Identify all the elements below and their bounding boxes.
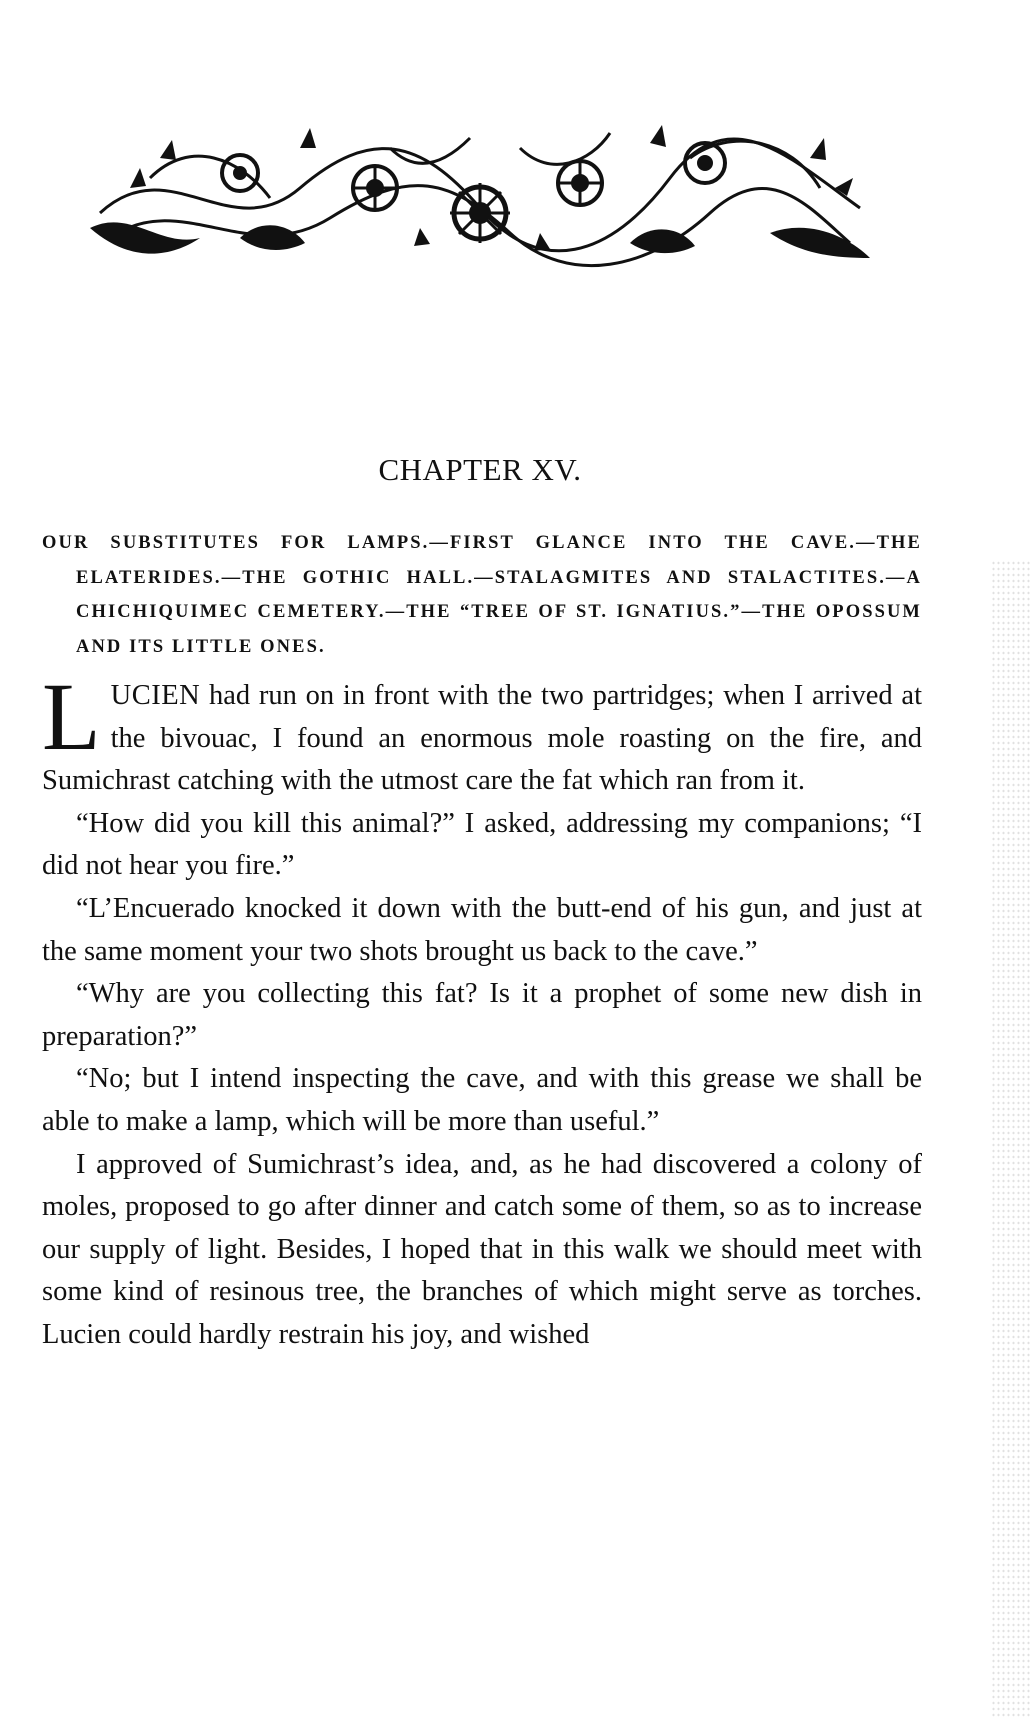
floral-vine-headpiece-icon	[90, 118, 870, 268]
paragraph-5: “No; but I intend inspecting the cave, and with this grease we shall be able to make a lamp, which will be more than useful.”	[42, 1063, 922, 1137]
chapter-title: CHAPTER XV.	[378, 452, 582, 487]
page-edge-texture	[991, 560, 1031, 1719]
paragraph-text: had run on in front with the two partridges; when I arrived at the bivouac, I found an enormous mole roasting on the fire, and Sumichrast catching with the utmost care the fat which ran from it.	[42, 680, 922, 797]
first-word: UCIEN	[110, 680, 201, 711]
paragraph-1	[42, 663, 922, 803]
paragraph-3: “L’Encuerado knocked it down with the butt-end of his gun, and just at the same moment your two shots brought us back to the cave.”	[42, 892, 922, 967]
drop-cap: L	[42, 663, 101, 770]
chapter-body	[42, 663, 922, 1357]
paragraph-4: “Why are you collecting this fat? Is it a prophet of some new dish in preparation?”	[42, 978, 922, 1052]
paragraph-6: I approved of Sumichrast’s idea, and, as he had discovered a colony of moles, proposed to go after dinner and catch some of them, so as to increase our supply of light. Besides, I hoped that in this walk we should meet with some kind of resinous tree, the branches of which might serve as torches. Lucien could hardly restrain his joy, and wished	[42, 1148, 922, 1350]
paragraph-2: “How did you kill this animal?” I asked, addressing my companions; “I did not hear you fire.”	[42, 807, 922, 882]
chapter-synopsis: OUR SUBSTITUTES FOR LAMPS.—FIRST GLANCE INTO THE CAVE.—THE ELATERIDES.—THE GOTHIC HALL.—STALAGMITES AND STALACTITES.—A CHICHIQUIMEC CEMETERY.—THE “TREE OF ST. IGNATIUS.”—THE OPOSSUM AND ITS LITTLE ONES.	[42, 533, 922, 657]
